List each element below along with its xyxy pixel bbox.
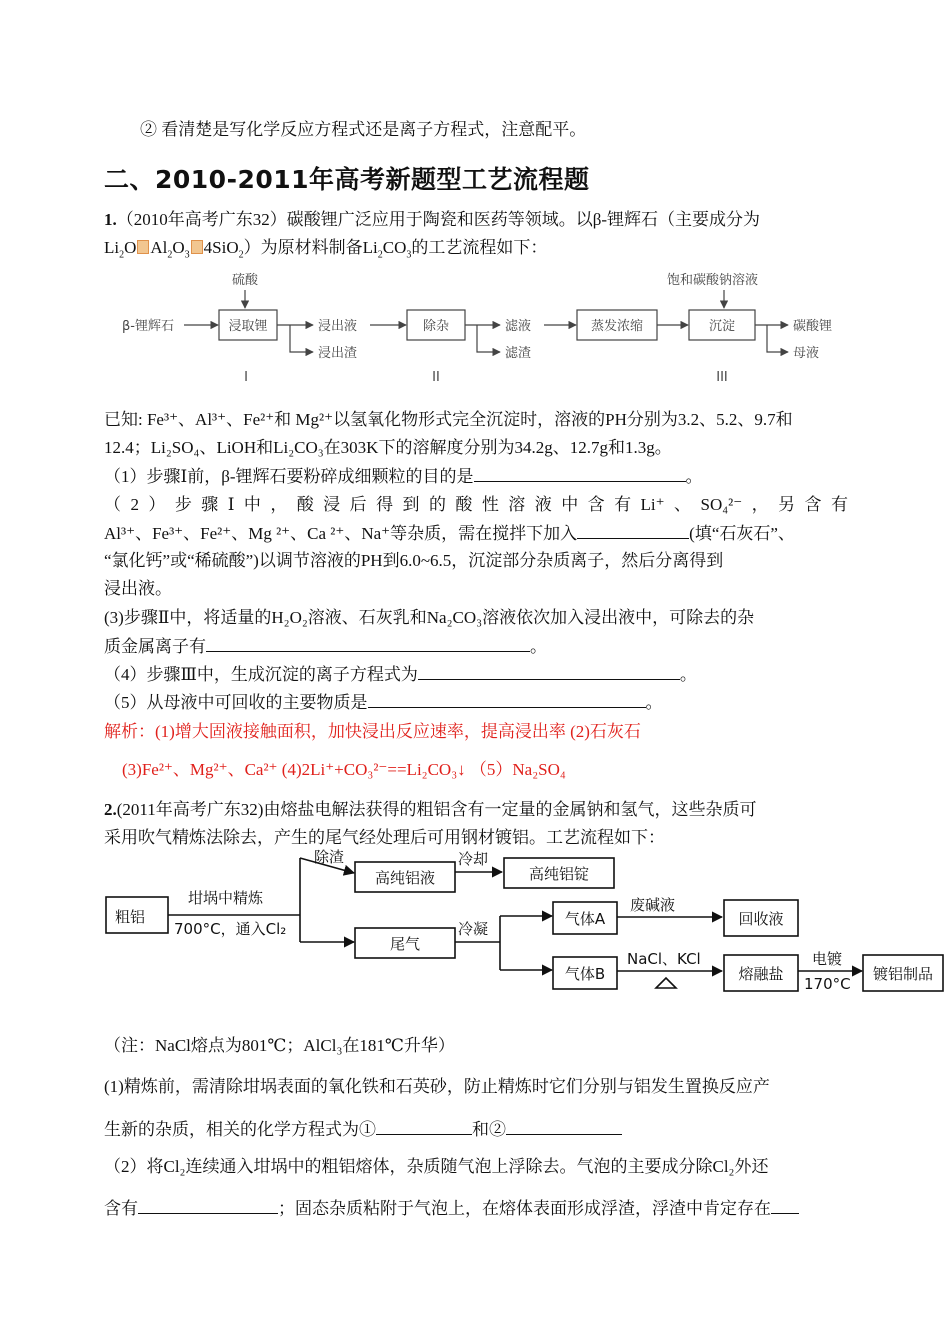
q2-part-2-line-1: （2）将Cl₂连续通入坩埚中的粗铝熔体，杂质随气泡上浮除去。气泡的主要成分除Cl₂外还 xyxy=(104,1157,769,1176)
flow2-box-tail-gas: 尾气 xyxy=(389,935,421,953)
q1-part-2-line-4: 浸出液。 xyxy=(104,579,172,598)
flow1-out-filtrate: 滤液 xyxy=(505,319,532,334)
q1-line-1 xyxy=(104,208,848,232)
q1-part-2-line-2: Al³⁺、Fe³⁺、Fe²⁺、Mg ²⁺、Ca ²⁺、Na⁺等杂质，需在搅拌下加入 (填“石灰石”、 xyxy=(104,521,848,546)
flow2-box-pure-liquid: 高纯铝液 xyxy=(374,869,436,887)
q1-answer-blank-2[interactable] xyxy=(577,521,689,539)
flow2-box-molten-salt: 熔融盐 xyxy=(738,965,784,983)
flow2-label-electroplate: 电镀 xyxy=(812,950,843,968)
q2-line-2: 采用吹气精炼法除去，产生的尾气经处理后可用钢材镀铝。工艺流程如下： xyxy=(104,828,665,847)
q2-note: （注：NaCl熔点为801℃；AlCl₃在181℃升华） xyxy=(104,1036,455,1055)
q2-answer-blank-1a[interactable] xyxy=(376,1117,472,1135)
q2-answer-blank-2b[interactable] xyxy=(771,1196,799,1214)
q2-flowchart xyxy=(100,848,946,1000)
flow2-box-pure-ingot: 高纯铝锭 xyxy=(528,865,590,883)
q1-known-1: 已知: Fe³⁺、Al³⁺、Fe²⁺和 Mg²⁺以氢氧化物形式完全沉淀时，溶液的PH分别为3.2、5.2、9.7和 xyxy=(104,410,793,429)
intro-note-2: ② 看清楚是写化学反应方程式还是离子方程式，注意配平。 xyxy=(140,120,587,139)
q2-answer-blank-1b[interactable] xyxy=(506,1117,622,1135)
flow2-label-cooling: 冷却 xyxy=(458,850,489,868)
flow1-out-filter-residue: 滤渣 xyxy=(505,346,532,361)
q1-answer-blank-3[interactable] xyxy=(206,634,530,652)
q2-line-1: 2.(2011年高考广东32)由熔盐电解法获得的粗铝含有一定量的金属钠和氢气，这些杂质可 xyxy=(104,800,757,819)
q1-answer-blank-4[interactable] xyxy=(418,662,680,680)
flow2-box-product: 镀铝制品 xyxy=(872,965,934,983)
flow1-out-residue: 浸出渣 xyxy=(318,346,358,361)
flow2-box-gas-a: 气体A xyxy=(564,910,606,928)
q1-part-3-line-1: (3)步骤Ⅱ中，将适量的H₂O₂溶液、石灰乳和Na₂CO₃溶液依次加入浸出液中，可除去的杂 xyxy=(104,608,755,627)
flow2-box-crude-aluminum: 粗铝 xyxy=(115,908,146,926)
q2-number: 2. xyxy=(104,800,117,819)
q1-intro: （2010年高考广东32）碳酸锂广泛应用于陶瓷和医药等领域。以β-锂辉石（主要成分为 xyxy=(116,210,761,229)
q1-line-2: $Li_2O$ $Al_2O_3$ 4SiO$_2$）为原材料制备$Li_2CO_3$的工艺流程如下： xyxy=(104,238,548,261)
broken-char-icon xyxy=(191,240,203,254)
q1-part-2-line-1: （2）步骤Ⅰ中，酸浸后得到的酸性溶液中含有Li⁺、SO₄²⁻，另含有 xyxy=(104,495,848,514)
q1-part-2-line-3: “氯化钙”或“稀硫酸”)以调节溶液的PH到6.0~6.5，沉淀部分杂质离子，然后分离得到 xyxy=(104,551,724,570)
flow2-cond-temp-cl2: 700°C，通入Cl₂ xyxy=(174,920,287,938)
flow2-label-salts: NaCl、KCl xyxy=(627,950,701,968)
q1-part-3-line-2: 质金属离子有 。 xyxy=(104,634,848,659)
flow1-step-3: III xyxy=(716,370,728,385)
q1-answer-line-1: 解析：(1)增大固液接触面积，加快浸出反应速率，提高浸出率 (2)石灰石 xyxy=(104,722,641,741)
flow1-reagent-sodium-carbonate: 饱和碳酸钠溶液 xyxy=(667,273,759,288)
flow2-label-waste-alkali: 废碱液 xyxy=(630,896,676,914)
q1-answer-blank-1[interactable] xyxy=(474,464,686,482)
flow2-box-gas-b: 气体B xyxy=(564,965,606,983)
q2-part-1-line-1: (1)精炼前，需清除坩埚表面的氧化铁和石英砂，防止精炼时它们分别与铝发生置换反应产 xyxy=(104,1077,770,1096)
q1-answer-blank-5[interactable] xyxy=(368,690,646,708)
q1-answer-line-2: (3)Fe²⁺、Mg²⁺、Ca²⁺ (4)2Li⁺+CO₃²⁻==Li₂CO₃↓ （5）Na₂SO₄ xyxy=(122,760,566,779)
flow1-step-1: I xyxy=(244,370,248,385)
flow1-step-2: II xyxy=(432,370,440,385)
q1-known-2: 12.4；Li₂SO₄、LiOH和Li₂CO₃在303K下的溶解度分别为34.2g、12.7g和1.3g。 xyxy=(104,438,672,457)
flow2-label-temperature: 170°C xyxy=(804,975,851,993)
q1-number: 1. xyxy=(104,210,117,229)
flow1-out-leachate: 浸出液 xyxy=(318,319,358,334)
broken-char-icon xyxy=(137,240,149,254)
q2-part-2-line-2: 含有 ；固态杂质粘附于气泡上，在熔体表面形成浮渣，浮渣中肯定存在 xyxy=(104,1196,848,1221)
flow2-box-recovery: 回收液 xyxy=(738,910,784,928)
flow1-input: β-锂辉石 xyxy=(122,319,174,334)
flow1-reagent-sulfuric-acid: 硫酸 xyxy=(232,273,259,288)
flow2-label-condense: 冷凝 xyxy=(458,920,489,938)
flow1-box-purify: 除杂 xyxy=(422,319,450,334)
section-title: 二、2010-2011年高考新题型工艺流程题 xyxy=(104,165,590,194)
flow1-box-leach: 浸取锂 xyxy=(228,319,268,334)
flow2-label-slag-removal: 除渣 xyxy=(314,848,345,866)
flow2-cond-crucible: 坩埚中精炼 xyxy=(188,889,264,907)
flow1-box-evaporate: 蒸发浓缩 xyxy=(590,319,644,334)
q2-part-1-line-2: 生新的杂质，相关的化学方程式为① 和② xyxy=(104,1117,848,1142)
q1-part-1: （1）步骤Ⅰ前，β-锂辉石要粉碎成细颗粒的目的是 。 xyxy=(104,464,848,489)
q2-answer-blank-2a[interactable] xyxy=(138,1196,278,1214)
flow1-out-mother-liquor: 母液 xyxy=(793,346,820,361)
q1-part-4: （4）步骤Ⅲ中，生成沉淀的离子方程式为 。 xyxy=(104,662,848,687)
flow1-box-precipitate: 沉淀 xyxy=(708,319,736,334)
flow1-out-lithium-carbonate: 碳酸锂 xyxy=(793,319,833,334)
q1-part-5: （5）从母液中可回收的主要物质是 。 xyxy=(104,690,848,715)
q1-flowchart xyxy=(112,268,852,386)
